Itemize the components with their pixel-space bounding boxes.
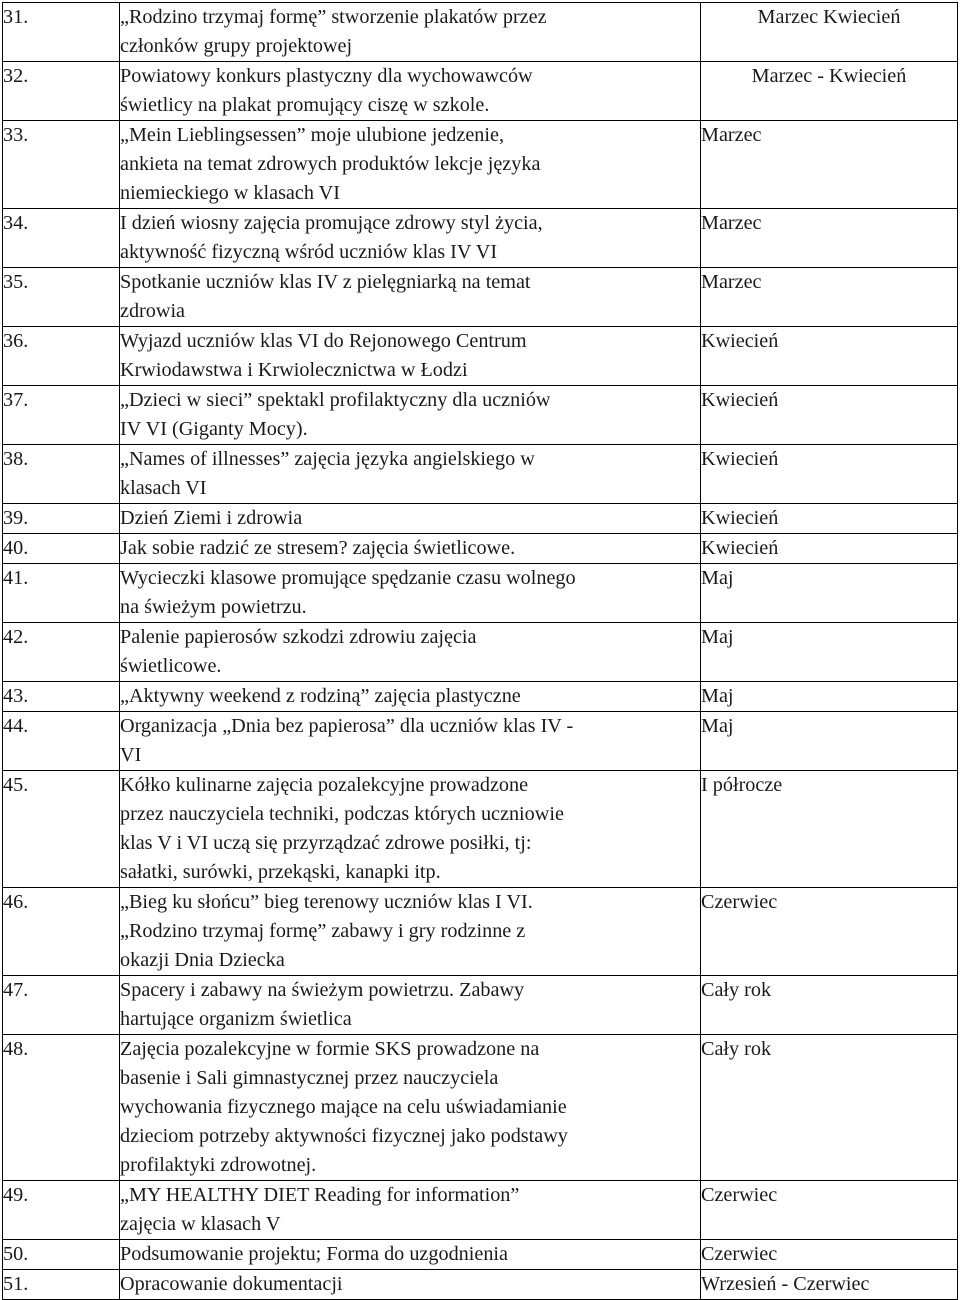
term-cell: Marzec	[701, 209, 958, 268]
activity-line: Powiatowy konkurs plastyczny dla wychowawców	[120, 65, 533, 87]
table-row	[3, 771, 958, 888]
activity-line: „Rodzino trzymaj formę” stworzenie plakatów przez	[120, 6, 547, 28]
row-number: 34.	[3, 209, 120, 268]
activity-line: Zajęcia pozalekcyjne w formie SKS prowadzone na	[120, 1038, 540, 1060]
activity-line: zajęcia w klasach V	[120, 1213, 281, 1235]
activity-line: „Names of illnesses” zajęcia języka angielskiego w	[120, 448, 535, 470]
activity-cell	[120, 623, 701, 682]
activity-line: VI	[120, 744, 142, 766]
term-cell: Czerwiec	[701, 1240, 958, 1270]
activity-line: ankieta na temat zdrowych produktów lekcje języka	[120, 153, 541, 175]
term-cell: Czerwiec	[701, 888, 958, 976]
table-row	[3, 62, 958, 121]
table-row	[3, 564, 958, 623]
row-number: 42.	[3, 623, 120, 682]
table-row	[3, 1270, 958, 1300]
activity-cell	[120, 121, 701, 209]
table-row	[3, 121, 958, 209]
activity-cell	[120, 771, 701, 888]
activity-line: dzieciom potrzeby aktywności fizycznej jako podstawy	[120, 1125, 568, 1147]
row-number: 38.	[3, 445, 120, 504]
table-row	[3, 976, 958, 1035]
activity-line: „Rodzino trzymaj formę” zabawy i gry rodzinne z	[120, 920, 526, 942]
activity-line: „MY HEALTHY DIET Reading for information”	[120, 1184, 520, 1206]
activity-line: aktywność fizyczną wśród uczniów klas IV VI	[120, 241, 498, 263]
activity-line: Jak sobie radzić ze stresem? zajęcia świetlicowe.	[120, 537, 516, 559]
table-row	[3, 1181, 958, 1240]
activity-cell	[120, 712, 701, 771]
row-number: 45.	[3, 771, 120, 888]
activity-line: „Dzieci w sieci” spektakl profilaktyczny dla uczniów	[120, 389, 551, 411]
activity-cell	[120, 445, 701, 504]
activity-line: na świeżym powietrzu.	[120, 596, 307, 618]
schedule-table-body	[3, 3, 958, 1300]
activity-line: Palenie papierosów szkodzi zdrowiu zajęcia	[120, 626, 477, 648]
activity-line: okazji Dnia Dziecka	[120, 949, 285, 971]
activity-line: Dzień Ziemi i zdrowia	[120, 507, 303, 529]
activity-cell	[120, 888, 701, 976]
row-number: 50.	[3, 1240, 120, 1270]
activity-line: zdrowia	[120, 300, 186, 322]
table-row	[3, 386, 958, 445]
activity-line: sałatki, surówki, przekąski, kanapki itp.	[120, 861, 441, 883]
activity-cell	[120, 564, 701, 623]
term-cell: Kwiecień	[701, 534, 958, 564]
table-row	[3, 534, 958, 564]
activity-line: klasach VI	[120, 477, 207, 499]
table-row	[3, 1240, 958, 1270]
term-cell: Wrzesień - Czerwiec	[701, 1270, 958, 1300]
row-number: 48.	[3, 1035, 120, 1181]
activity-line: wychowania fizycznego mające na celu uświadamianie	[120, 1096, 567, 1118]
activity-line: I dzień wiosny zajęcia promujące zdrowy styl życia,	[120, 212, 543, 234]
term-cell: Czerwiec	[701, 1181, 958, 1240]
table-row	[3, 682, 958, 712]
term-cell: Kwiecień	[701, 504, 958, 534]
term-cell: Maj	[701, 564, 958, 623]
row-number: 40.	[3, 534, 120, 564]
term-cell: I półrocze	[701, 771, 958, 888]
row-number: 31.	[3, 3, 120, 62]
table-row	[3, 888, 958, 976]
activity-line: basenie i Sali gimnastycznej przez nauczyciela	[120, 1067, 499, 1089]
table-row	[3, 623, 958, 682]
table-row	[3, 1035, 958, 1181]
activity-line: Kółko kulinarne zajęcia pozalekcyjne prowadzone	[120, 774, 529, 796]
activity-line: IV VI (Giganty Mocy).	[120, 418, 308, 440]
activity-cell	[120, 1270, 701, 1300]
activity-line: Spacery i zabawy na świeżym powietrzu. Zabawy	[120, 979, 525, 1001]
activity-line: hartujące organizm świetlica	[120, 1008, 352, 1030]
term-cell: Cały rok	[701, 976, 958, 1035]
activity-cell	[120, 1240, 701, 1270]
row-number: 44.	[3, 712, 120, 771]
activity-line: Opracowanie dokumentacji	[120, 1273, 343, 1295]
activity-cell	[120, 976, 701, 1035]
term-cell: Kwiecień	[701, 445, 958, 504]
term-cell: Marzec - Kwiecień	[701, 62, 958, 121]
row-number: 46.	[3, 888, 120, 976]
activity-cell	[120, 62, 701, 121]
row-number: 37.	[3, 386, 120, 445]
term-cell: Cały rok	[701, 1035, 958, 1181]
activity-line: Wycieczki klasowe promujące spędzanie czasu wolnego	[120, 567, 576, 589]
term-cell: Maj	[701, 623, 958, 682]
activity-line: przez nauczyciela techniki, podczas których uczniowie	[120, 803, 564, 825]
term-cell: Kwiecień	[701, 386, 958, 445]
activity-cell	[120, 209, 701, 268]
activity-line: świetlicy na plakat promujący ciszę w szkole.	[120, 94, 490, 116]
row-number: 33.	[3, 121, 120, 209]
term-cell: Marzec Kwiecień	[701, 3, 958, 62]
row-number: 41.	[3, 564, 120, 623]
activity-cell	[120, 3, 701, 62]
schedule-table	[2, 2, 958, 1300]
activity-line: „Aktywny weekend z rodziną” zajęcia plastyczne	[120, 685, 521, 707]
term-cell: Kwiecień	[701, 327, 958, 386]
term-cell: Marzec	[701, 121, 958, 209]
table-row	[3, 3, 958, 62]
activity-line: „Bieg ku słońcu” bieg terenowy uczniów klas I VI.	[120, 891, 533, 913]
table-row	[3, 209, 958, 268]
activity-line: Wyjazd uczniów klas VI do Rejonowego Centrum	[120, 330, 527, 352]
activity-cell	[120, 504, 701, 534]
table-row	[3, 445, 958, 504]
row-number: 36.	[3, 327, 120, 386]
table-row	[3, 712, 958, 771]
activity-line: profilaktyki zdrowotnej.	[120, 1154, 317, 1176]
row-number: 39.	[3, 504, 120, 534]
activity-line: „Mein Lieblingsessen” moje ulubione jedzenie,	[120, 124, 505, 146]
activity-cell	[120, 534, 701, 564]
row-number: 43.	[3, 682, 120, 712]
activity-line: Krwiodawstwa i Krwiolecznictwa w Łodzi	[120, 359, 468, 381]
row-number: 32.	[3, 62, 120, 121]
activity-line: członków grupy projektowej	[120, 35, 353, 57]
activity-line: świetlicowe.	[120, 655, 222, 677]
row-number: 51.	[3, 1270, 120, 1300]
table-row	[3, 268, 958, 327]
activity-cell	[120, 268, 701, 327]
term-cell: Maj	[701, 682, 958, 712]
term-cell: Maj	[701, 712, 958, 771]
activity-line: Podsumowanie projektu; Forma do uzgodnienia	[120, 1243, 508, 1265]
activity-line: Organizacja „Dnia bez papierosa” dla uczniów klas IV -	[120, 715, 574, 737]
activity-cell	[120, 1035, 701, 1181]
table-row	[3, 504, 958, 534]
activity-line: klas V i VI uczą się przyrządzać zdrowe posiłki, tj:	[120, 832, 532, 854]
activity-line: niemieckiego w klasach VI	[120, 182, 340, 204]
activity-line: Spotkanie uczniów klas IV z pielęgniarką na temat	[120, 271, 531, 293]
table-row	[3, 327, 958, 386]
term-cell: Marzec	[701, 268, 958, 327]
activity-cell	[120, 682, 701, 712]
activity-cell	[120, 386, 701, 445]
row-number: 49.	[3, 1181, 120, 1240]
activity-cell	[120, 327, 701, 386]
activity-cell	[120, 1181, 701, 1240]
row-number: 35.	[3, 268, 120, 327]
row-number: 47.	[3, 976, 120, 1035]
